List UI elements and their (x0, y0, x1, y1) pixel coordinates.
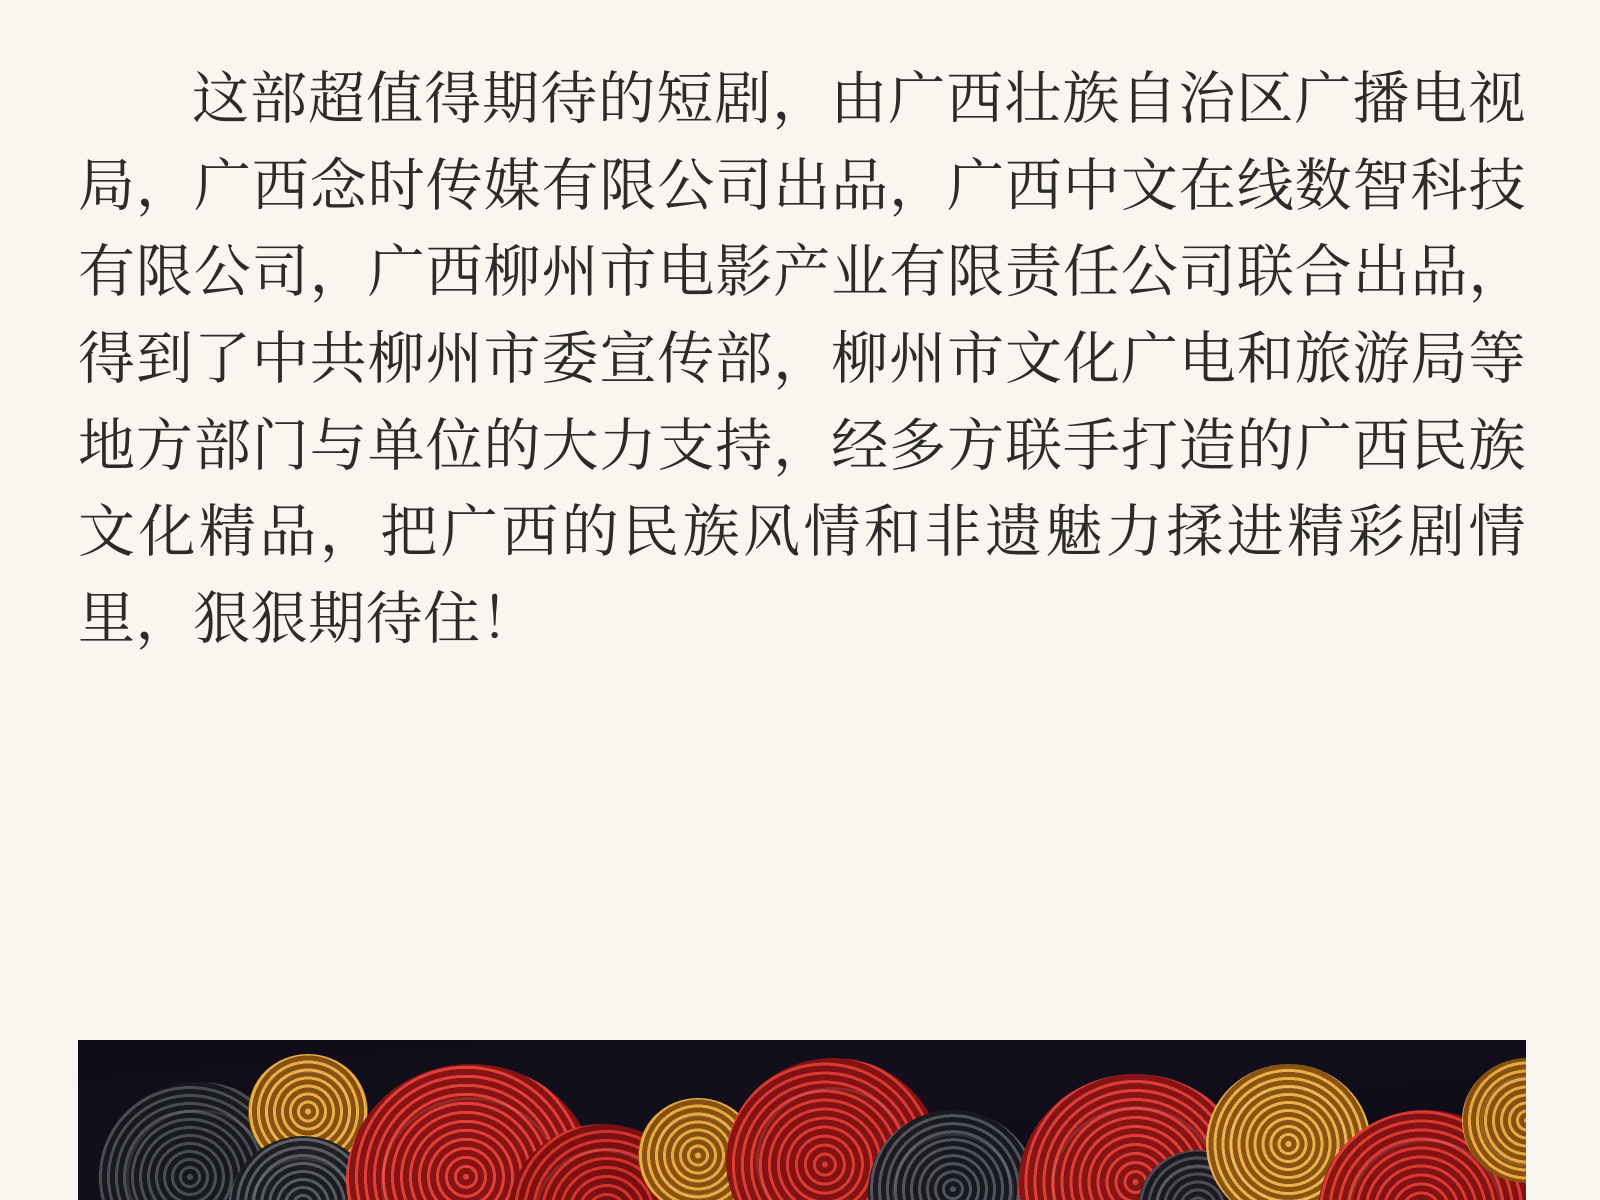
article-paragraph: 这部超值得期待的短剧，由广西壮族自治区广播电视局，广西念时传媒有限公司出品，广西中文在线数智科技有限公司，广西柳州市电影产业有限责任公司联合出品，得到了中共柳州市委宣传部，柳州市文化广电和旅游局等地方部门与单位的大力支持，经多方联手打造的广西民族文化精品，把广西的民族风情和非遗魅力揉进精彩剧情里，狠狠期待住！ (78, 67, 1526, 651)
decorative-figure (78, 1040, 1526, 1200)
article-body (78, 56, 1526, 662)
cloud-pattern-illustration (78, 1040, 1526, 1200)
